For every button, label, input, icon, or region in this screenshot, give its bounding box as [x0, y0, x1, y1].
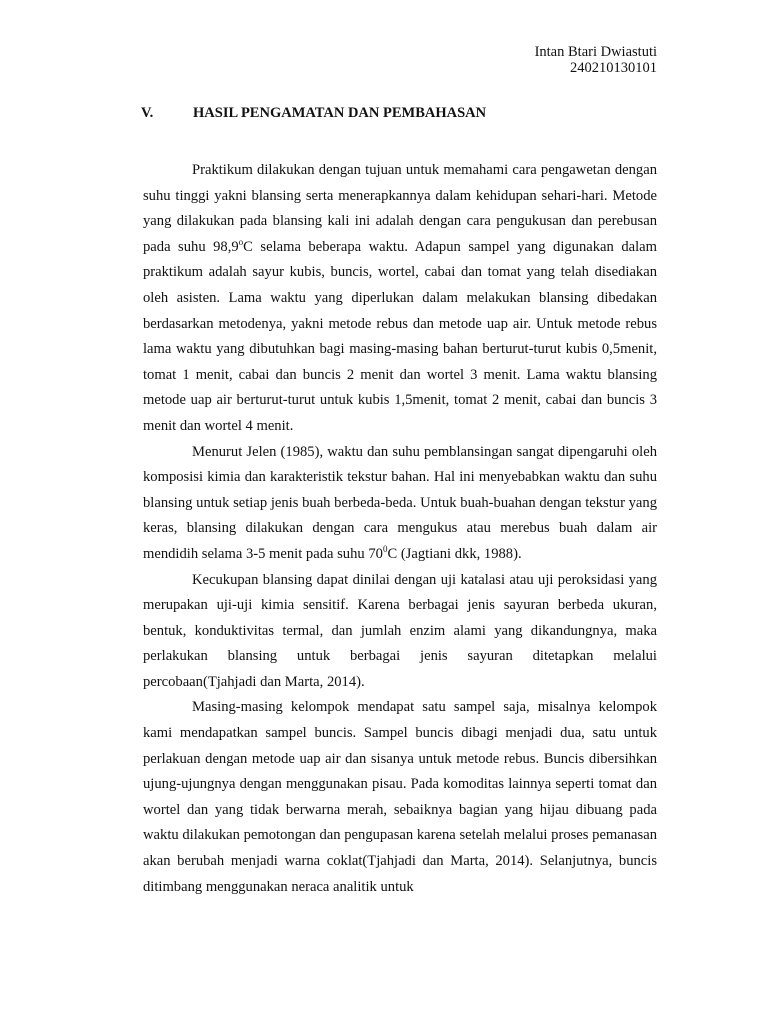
paragraph-1-text-b: C selama beberapa waktu. Adapun sampel yang digunakan dalam praktikum adalah sayur kubis, buncis, wortel, cabai dan tomat yang telah disediakan oleh asisten. Lama waktu yang diperlukan dalam melakukan blansing dibedakan berdasarkan metodenya, yakni metode rebus dan metode uap air. Untuk metode rebus lama waktu yang dibutuhkan bagi masing-masing bahan berturut-turut kubis 0,5menit, tomat 1 menit, cabai dan buncis 2 menit dan wortel 3 menit. Lama waktu blansing metode uap air berturut-turut untuk kubis 1,5menit, tomat 2 menit, cabai dan buncis 3 menit dan wortel 4 menit.: [143, 238, 657, 434]
section-heading: [141, 104, 486, 122]
degree-superscript: 0: [382, 544, 388, 555]
section-title: HASIL PENGAMATAN DAN PEMBAHASAN: [193, 105, 487, 121]
paragraph-2-text-a: Menurut Jelen (1985), waktu dan suhu pemblansingan sangat dipengaruhi oleh komposisi kimia dan karakteristik tekstur bahan. Hal ini menyebabkan waktu dan suhu blansing untuk setiap jenis buah berbeda-beda. Untuk buah-buahan dengan tekstur yang keras, blansing dilakukan dengan cara mengukus atau merebus buah dalam air mendidih selama 3-5 menit pada suhu 70: [143, 443, 657, 562]
paragraph-1-text-a: Praktikum dilakukan dengan tujuan untuk memahami cara pengawetan dengan suhu tinggi yakni blansing serta menerapkannya dalam kehidupan sehari-hari. Metode yang dilakukan pada blansing kali ini adalah dengan cara pengukusan dan perebusan pada suhu 98,9: [143, 162, 657, 255]
paragraph-2-text-b: C (Jagtiani dkk, 1988).: [387, 545, 522, 562]
section-number: V.: [141, 105, 154, 121]
paragraph-4: Masing-masing kelompok mendapat satu sampel saja, misalnya kelompok kami mendapatkan sampel buncis. Sampel buncis dibagi menjadi dua, satu untuk perlakuan dengan metode uap air dan sisanya untuk metode rebus. Buncis dibersihkan ujung-ujungnya dengan menggunakan pisau. Pada komoditas lainnya seperti tomat dan wortel dan yang tidak berwarna merah, sebaiknya bagian yang hijau dibuang pada waktu dilakukan pemotongan dan pengupasan karena setelah melalui proses pemanasan akan berubah menjadi warna coklat(Tjahjadi dan Marta, 2014). Selanjutnya, buncis ditimbang menggunakan neraca analitik untuk: [143, 699, 657, 895]
author-name: Intan Btari Dwiastuti: [534, 44, 657, 60]
student-id: 240210130101: [570, 60, 657, 76]
page-header: [535, 44, 657, 76]
paragraph-2: [143, 440, 657, 568]
degree-superscript: o: [238, 236, 244, 247]
document-body: [143, 158, 657, 900]
paragraph-1: [143, 158, 657, 440]
paragraph-3: Kecukupan blansing dapat dinilai dengan uji katalasi atau uji peroksidasi yang merupakan uji-uji kimia sensitif. Karena berbagai jenis sayuran berbeda ukuran, bentuk, konduktivitas termal, dan jumlah enzim alami yang dikandungnya, maka perlakukan blansing untuk berbagai jenis sayuran ditetapkan melalui percobaan(Tjahjadi dan Marta, 2014).: [143, 571, 657, 690]
